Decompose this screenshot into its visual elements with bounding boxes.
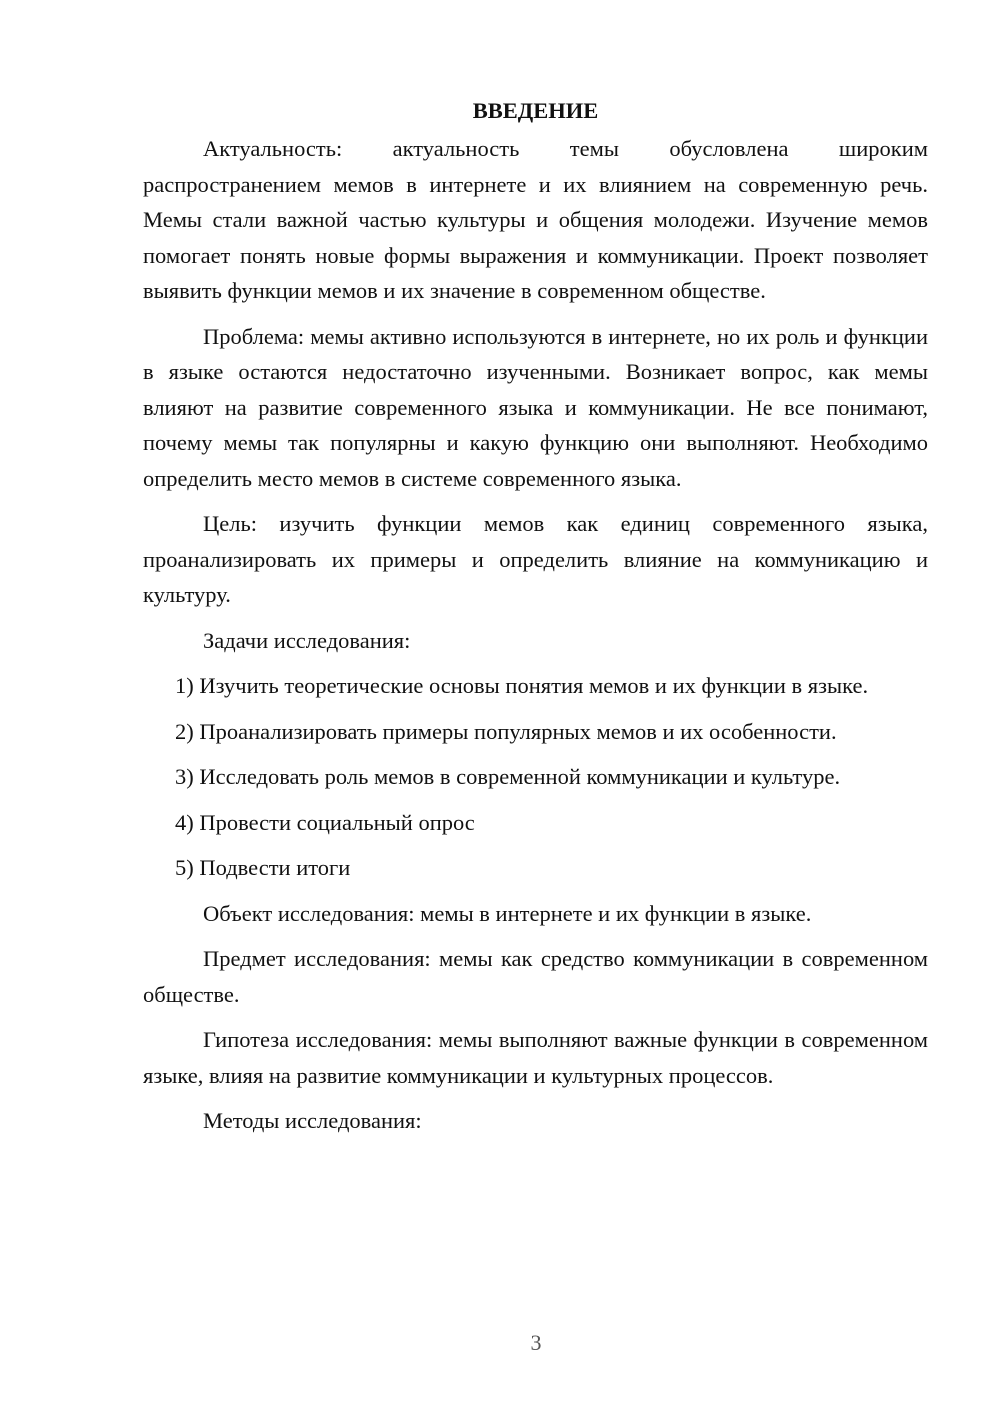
subject-paragraph: Предмет исследования: мемы как средство коммуникации в современном обществе. xyxy=(143,946,928,1007)
tasks-list xyxy=(143,668,928,886)
tasks-heading: Задачи исследования: xyxy=(203,627,411,653)
hypothesis-paragraph: Гипотеза исследования: мемы выполняют важные функции в современном языке, влияя на развитие коммуникации и культурных процессов. xyxy=(143,1027,928,1088)
relevance-paragraph: Актуальность: актуальность темы обусловлена широким распространением мемов в интернете и их влиянием на современную речь. Мемы стали важной частью культуры и общения молодежи. Изучение мемов помогает понять новые формы выражения и коммуникации. Проект позволяет выявить функции мемов и их значение в современном обществе. xyxy=(143,136,928,303)
section-heading: ВВЕДЕНИЕ xyxy=(472,98,599,123)
task-item-4: 4) Провести социальный опрос xyxy=(175,809,475,835)
methods-heading: Методы исследования: xyxy=(203,1108,422,1133)
task-item-5: 5) Подвести итоги xyxy=(175,855,351,880)
goal-paragraph: Цель: изучить функции мемов как единиц современного языка, проанализировать их примеры и определить влияние на коммуникацию и культуру. xyxy=(143,511,928,607)
task-item-1: 1) Изучить теоретические основы понятия мемов и их функции в языке. xyxy=(175,673,869,698)
page-number: 3 xyxy=(530,1330,542,1355)
object-paragraph: Объект исследования: мемы в интернете и их функции в языке. xyxy=(203,900,812,926)
task-item-3: 3) Исследовать роль мемов в современной коммуникации и культуре. xyxy=(175,764,841,789)
task-item-2: 2) Проанализировать примеры популярных мемов и их особенности. xyxy=(175,718,837,744)
problem-paragraph: Проблема: мемы активно используются в интернете, но их роль и функции в языке остаются недостаточно изученными. Возникает вопрос, как мемы влияют на развитие современного языка и коммуникации. Не все понимают, почему мемы так популярны и какую функцию они выполняют. Необходимо определить место мемов в системе современного языка. xyxy=(143,323,928,491)
document-body xyxy=(143,95,928,1149)
